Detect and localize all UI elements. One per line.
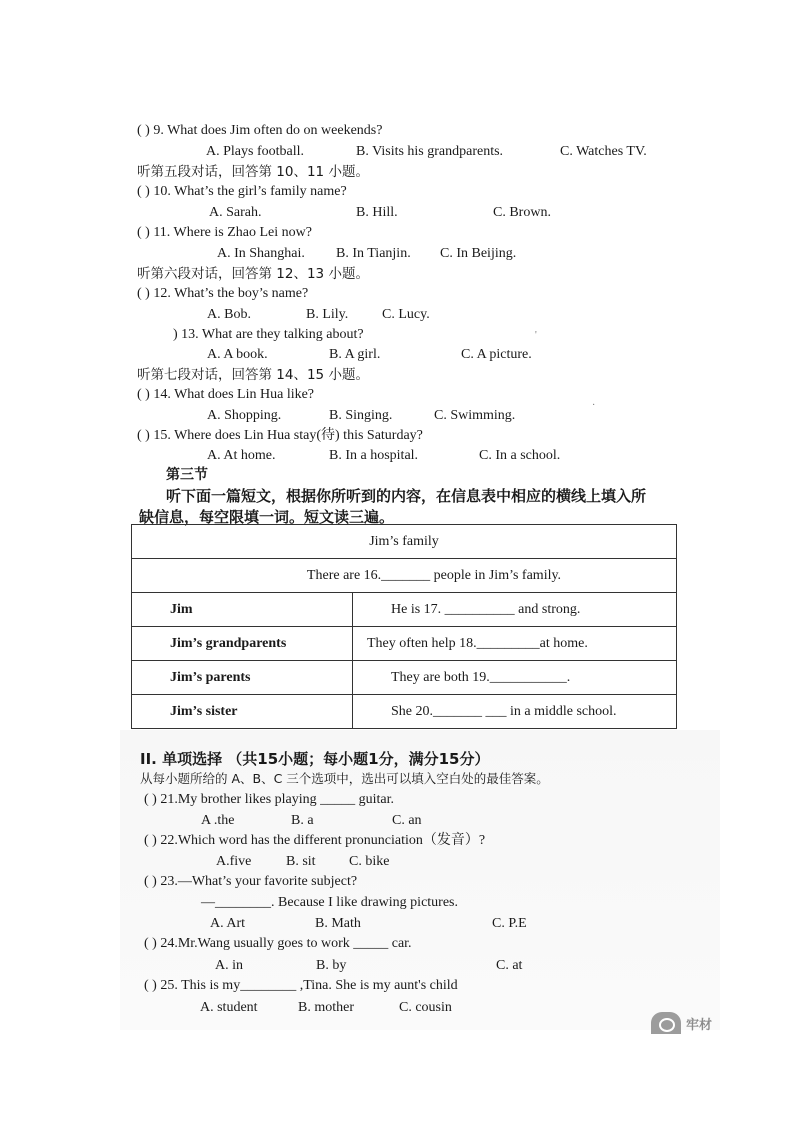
q23-option-c: C. P.E: [492, 916, 527, 931]
q10-option-b: B. Hill.: [356, 205, 398, 220]
table-row: [132, 661, 677, 695]
q25-option-a: A. student: [200, 1000, 258, 1015]
q11-option-a: A. In Shanghai.: [217, 246, 305, 261]
q24-option-b: B. by: [316, 958, 347, 973]
q13-option-c: C. A picture.: [461, 347, 532, 362]
q21-option-b: B. a: [291, 813, 314, 828]
q23-stem: ( ) 23.—What’s your favorite subject?: [144, 874, 358, 889]
table-row: [132, 593, 677, 627]
q10-option-a: A. Sarah.: [209, 205, 262, 220]
q15-option-c: C. In a school.: [479, 448, 561, 463]
q9-stem: ( ) 9. What does Jim often do on weekends?: [137, 123, 383, 138]
row-text: They often help 18._________at home.: [353, 627, 677, 661]
table-subtitle: There are 16._______ people in Jim’s family.: [132, 559, 677, 593]
row-label: Jim’s grandparents: [132, 627, 353, 661]
row-label: Jim: [132, 593, 353, 627]
q13-option-b: B. A girl.: [329, 347, 381, 362]
section3-heading: 第三节: [166, 467, 208, 483]
q12-option-a: A. Bob.: [207, 307, 251, 322]
row-text: He is 17. __________ and strong.: [353, 593, 677, 627]
row-text: They are both 19.___________.: [353, 661, 677, 695]
q11-option-b: B. In Tianjin.: [336, 246, 411, 261]
q14-option-a: A. Shopping.: [207, 408, 282, 423]
q13-option-a: A. A book.: [207, 347, 268, 362]
q15-option-a: A. At home.: [207, 448, 276, 463]
q21-option-c: C. an: [392, 813, 422, 828]
q9-option-a: A. Plays football.: [206, 144, 304, 159]
table-title: Jim’s family: [132, 525, 677, 559]
q10-option-c: C. Brown.: [493, 205, 551, 220]
watermark-logo-icon: [651, 1012, 681, 1034]
q21-stem: ( ) 21.My brother likes playing _____ guitar.: [144, 792, 395, 807]
q23-option-a: A. Art: [210, 916, 245, 931]
row-label: Jim’s sister: [132, 695, 353, 729]
q25-option-c: C. cousin: [399, 1000, 452, 1015]
q11-stem: ( ) 11. Where is Zhao Lei now?: [137, 225, 312, 240]
instruction-part6: 听第六段对话，回答第 12、13 小题。: [137, 266, 369, 282]
q22-option-c: C. bike: [349, 854, 390, 869]
row-text: She 20._______ ___ in a middle school.: [353, 695, 677, 729]
q14-stem: ( ) 14. What does Lin Hua like?: [137, 387, 315, 402]
q11-option-c: C. In Beijing.: [440, 246, 517, 261]
q15-option-b: B. In a hospital.: [329, 448, 419, 463]
q12-option-c: C. Lucy.: [382, 307, 430, 322]
section3-instruction-line2: 缺信息，每空限填一词。短文读三遍。: [139, 508, 395, 526]
q9-option-b: B. Visits his grandparents.: [356, 144, 504, 159]
q22-option-b: B. sit: [286, 854, 316, 869]
part2-instruction: 从每小题所给的 A、B、C 三个选项中，选出可以填入空白处的最佳答案。: [140, 771, 549, 786]
q9-option-c: C. Watches TV.: [560, 144, 647, 159]
part2-heading: II. 单项选择 （共15小题；每小题1分，满分15分）: [140, 750, 490, 768]
table-row: [132, 627, 677, 661]
info-table: [131, 524, 677, 729]
watermark-text: 牢材: [686, 1018, 713, 1033]
q14-option-b: B. Singing.: [329, 408, 393, 423]
section3-instruction-line1: 听下面一篇短文，根据你所听到的内容，在信息表中相应的横线上填入所: [166, 487, 647, 505]
q24-option-c: C. at: [496, 958, 523, 973]
q10-stem: ( ) 10. What’s the girl’s family name?: [137, 184, 347, 199]
q22-option-a: A.five: [216, 854, 252, 869]
instruction-part5: 听第五段对话，回答第 10、11 小题。: [137, 164, 369, 180]
q12-stem: ( ) 12. What’s the boy’s name?: [137, 286, 309, 301]
q25-stem: ( ) 25. This is my________ ,Tina. She is my aunt's child: [144, 978, 458, 993]
q24-option-a: A. in: [215, 958, 243, 973]
q25-option-b: B. mother: [298, 1000, 354, 1015]
q23-option-b: B. Math: [315, 916, 361, 931]
q14-option-c: C. Swimming.: [434, 408, 516, 423]
q22-stem: ( ) 22.Which word has the different pronunciation（发音）?: [144, 833, 486, 848]
instruction-part7: 听第七段对话，回答第 14、15 小题。: [137, 367, 369, 383]
q23-response: —________. Because I like drawing pictures.: [201, 895, 458, 910]
q15-stem: ( ) 15. Where does Lin Hua stay(待) this Saturday?: [137, 428, 423, 443]
table-row: [132, 695, 677, 729]
q13-stem: ) 13. What are they talking about?: [173, 327, 364, 342]
q12-option-b: B. Lily.: [306, 307, 349, 322]
row-label: Jim’s parents: [132, 661, 353, 695]
q21-option-a: A .the: [201, 813, 235, 828]
q24-stem: ( ) 24.Mr.Wang usually goes to work _____ car.: [144, 936, 412, 951]
